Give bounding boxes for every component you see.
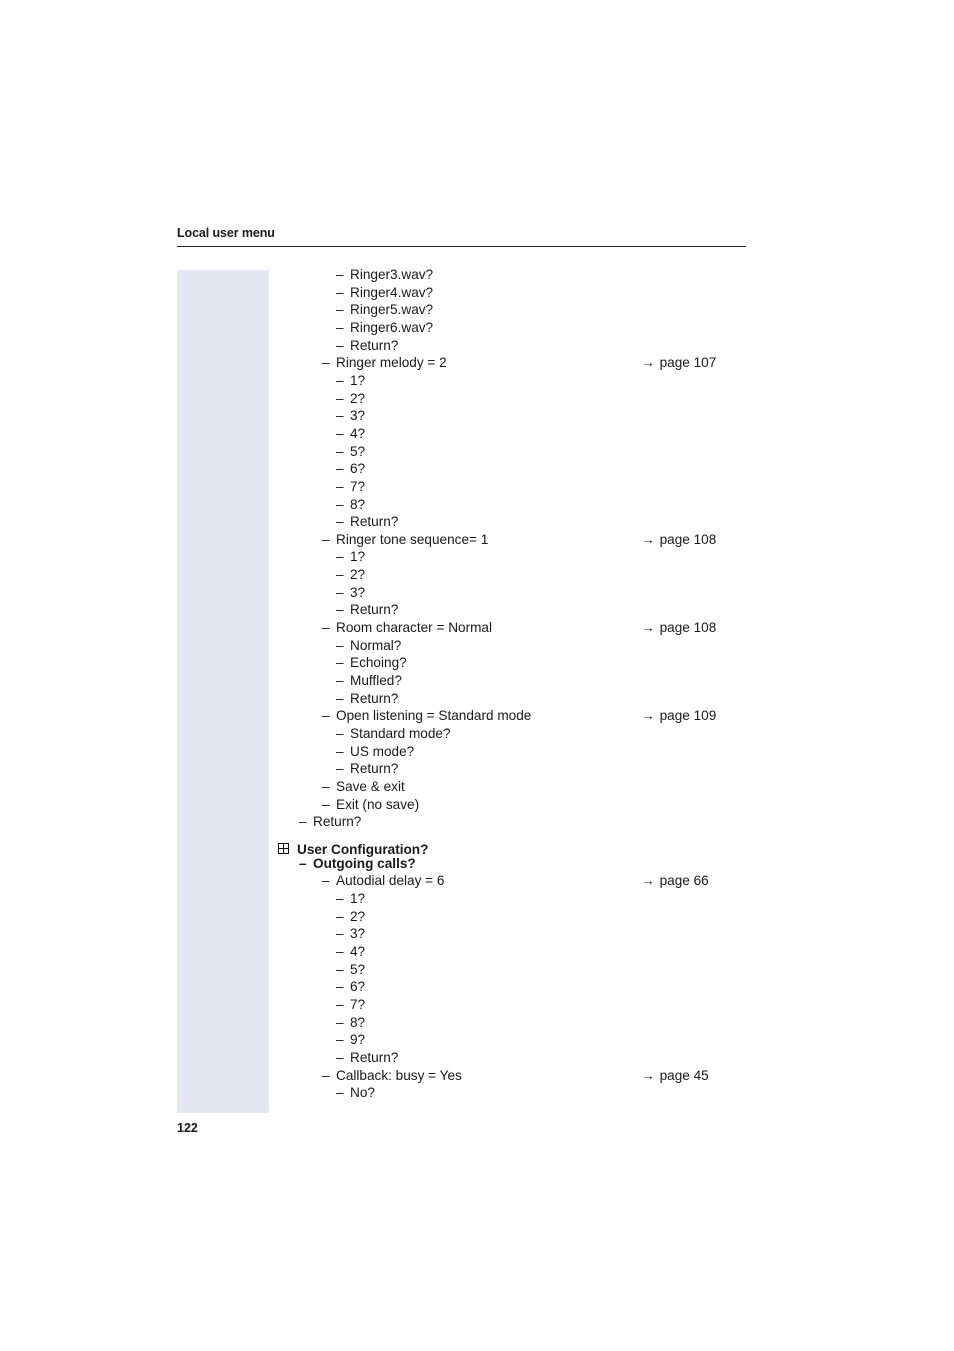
menu-item-label: 2?: [350, 390, 366, 406]
menu-item: [270, 796, 746, 814]
menu-item-label: Ringer melody = 2: [336, 355, 447, 371]
menu-item-label: 9?: [350, 1032, 366, 1048]
menu-item-label: Return?: [350, 690, 399, 706]
menu-item: [270, 1049, 746, 1067]
menu-item: [270, 690, 746, 708]
page-reference-label: page 109: [659, 708, 717, 724]
menu-item-label: 5?: [350, 443, 366, 459]
menu-item-label: 6?: [350, 979, 366, 995]
menu-item: [270, 425, 746, 443]
menu-item-label: No?: [350, 1085, 375, 1101]
menu-item-dash: –: [336, 690, 344, 706]
menu-item-label: US mode?: [350, 743, 415, 759]
menu-item: [270, 996, 746, 1014]
menu-item-dash: –: [336, 549, 344, 565]
page-number: 122: [177, 1121, 198, 1135]
page-reference-label: page 108: [659, 531, 717, 547]
menu-item-dash: –: [322, 620, 330, 635]
menu-item-dash: –: [322, 531, 330, 547]
menu-item: [270, 337, 746, 355]
menu-item: [270, 978, 746, 996]
menu-item-label: Room character = Normal: [336, 620, 493, 635]
menu-item-dash: –: [336, 961, 344, 977]
menu-item: [270, 266, 746, 284]
menu-item-label: Return?: [350, 1049, 399, 1065]
menu-item-dash: –: [336, 425, 344, 441]
menu-item: [270, 637, 746, 655]
menu-item-dash: –: [322, 355, 330, 371]
menu-item-label: 7?: [350, 997, 366, 1012]
menu-item: [270, 513, 746, 531]
menu-item-dash: –: [336, 602, 344, 618]
menu-item-dash: –: [322, 778, 330, 794]
menu-item: [270, 760, 746, 778]
menu-item: [270, 443, 746, 461]
menu-item-label: User Configuration?: [297, 841, 429, 857]
menu-item: [270, 619, 746, 637]
menu-item: [270, 284, 746, 302]
menu-item-dash: –: [336, 891, 344, 907]
menu-item: [270, 390, 746, 408]
menu-item-dash: –: [336, 944, 344, 959]
menu-item-dash: –: [336, 655, 344, 671]
menu-item: [270, 354, 746, 372]
menu-item-label: 3?: [350, 926, 366, 942]
menu-item-label: 1?: [350, 372, 366, 388]
menu-item-label: Autodial delay = 6: [336, 873, 445, 889]
menu-item: [270, 1031, 746, 1049]
menu-item-dash: –: [336, 1032, 344, 1048]
menu-item-dash: –: [336, 337, 344, 353]
arrow-right-icon: →: [641, 620, 655, 635]
menu-item-label: Return?: [350, 602, 399, 618]
menu-item: [270, 531, 746, 549]
menu-item-dash: –: [336, 390, 344, 406]
page-reference-link[interactable]: [641, 531, 716, 549]
menu-item-dash: –: [336, 302, 344, 318]
header-title: Local user menu: [177, 226, 275, 240]
page-reference-link[interactable]: [641, 707, 716, 725]
menu-item-label: Ringer3.wav?: [350, 267, 434, 282]
menu-item: [270, 1084, 746, 1102]
menu-item-label: 8?: [350, 1014, 366, 1030]
arrow-right-icon: →: [641, 1067, 655, 1083]
menu-item-label: Ringer6.wav?: [350, 319, 434, 335]
menu-item: [270, 961, 746, 979]
page-reference-label: page 108: [659, 620, 717, 635]
menu-item-dash: –: [336, 997, 344, 1012]
menu-item-label: Return?: [350, 761, 399, 777]
arrow-right-icon: →: [641, 355, 655, 371]
menu-item-dash: –: [336, 461, 344, 477]
menu-item-label: Open listening = Standard mode: [336, 708, 532, 724]
menu-item-dash: –: [336, 584, 344, 600]
menu-item: [270, 372, 746, 390]
menu-item-label: 7?: [350, 478, 366, 494]
menu-item: [270, 460, 746, 478]
menu-item: [270, 890, 746, 908]
menu-item-label: 1?: [350, 891, 366, 907]
menu-item-label: Return?: [313, 814, 362, 830]
menu-item: [270, 778, 746, 796]
menu-item: [270, 943, 746, 961]
menu-item-label: 2?: [350, 908, 366, 924]
menu-item-label: 5?: [350, 961, 366, 977]
menu-item: [270, 872, 746, 890]
menu-item: [270, 908, 746, 926]
menu-item: [270, 672, 746, 690]
arrow-right-icon: →: [641, 708, 655, 724]
menu-item: [270, 407, 746, 425]
menu-item-dash: –: [336, 908, 344, 924]
menu-item-label: Save & exit: [336, 778, 405, 794]
menu-item-dash: –: [299, 855, 307, 871]
menu-item: [270, 654, 746, 672]
menu-item-label: Ringer5.wav?: [350, 302, 434, 318]
menu-item-label: Outgoing calls?: [313, 855, 416, 871]
menu-item: [270, 925, 746, 943]
menu-item-label: Return?: [350, 514, 399, 530]
menu-item-dash: –: [322, 873, 330, 889]
arrow-right-icon: →: [641, 531, 655, 547]
menu-item: [270, 301, 746, 319]
menu-item-label: 1?: [350, 549, 366, 565]
menu-item-dash: –: [299, 814, 307, 830]
menu-item-dash: –: [322, 796, 330, 812]
menu-item: [270, 319, 746, 337]
menu-item-dash: –: [336, 408, 344, 424]
menu-item-label: Callback: busy = Yes: [336, 1067, 462, 1083]
menu-item-label: 6?: [350, 461, 366, 477]
page-reference-link[interactable]: [641, 354, 716, 372]
menu-item-dash: –: [336, 761, 344, 777]
menu-item-dash: –: [336, 1085, 344, 1101]
menu-item-dash: –: [336, 1014, 344, 1030]
menu-item-dash: –: [336, 743, 344, 759]
menu-item: [270, 1067, 746, 1085]
menu-item-label: Exit (no save): [336, 796, 420, 812]
page-reference-link[interactable]: [641, 619, 716, 637]
menu-item-dash: –: [336, 267, 344, 282]
menu-item-dash: –: [336, 443, 344, 459]
menu-item-label: Ringer4.wav?: [350, 284, 434, 300]
menu-item: [270, 496, 746, 514]
page-reference-link[interactable]: [641, 1067, 709, 1085]
menu-item-label: Echoing?: [350, 655, 407, 671]
menu-item-label: 3?: [350, 408, 366, 424]
menu-item: [270, 601, 746, 619]
menu-item-label: 8?: [350, 496, 366, 512]
arrow-right-icon: →: [641, 873, 655, 889]
menu-item-label: Muffled?: [350, 672, 402, 688]
menu-item: [270, 725, 746, 743]
menu-item: [270, 813, 746, 831]
menu-item-label: 3?: [350, 584, 366, 600]
menu-item: [270, 478, 746, 496]
menu-item-label: 2?: [350, 567, 366, 583]
menu-item-dash: –: [336, 637, 344, 653]
menu-item-dash: –: [336, 514, 344, 530]
page-reference-label: page 107: [659, 355, 717, 371]
menu-item: [270, 707, 746, 725]
menu-item-label: 4?: [350, 944, 366, 959]
page-reference-label: page 45: [659, 1067, 709, 1083]
sidebar-panel: [177, 270, 269, 1113]
menu-item-label: Return?: [350, 337, 399, 353]
menu-item-dash: –: [336, 372, 344, 388]
menu-item-label: Ringer tone sequence= 1: [336, 531, 489, 547]
menu-item-dash: –: [322, 708, 330, 724]
menu-item: [270, 855, 746, 873]
menu-item-label: 4?: [350, 425, 366, 441]
menu-item-dash: –: [336, 478, 344, 494]
menu-item-dash: –: [322, 1067, 330, 1083]
header-rule: [177, 246, 746, 247]
menu-item-dash: –: [336, 1049, 344, 1065]
menu-item-dash: –: [336, 319, 344, 335]
menu-item-dash: –: [336, 926, 344, 942]
menu-item-label: Standard mode?: [350, 725, 451, 741]
plus-box-icon: [278, 843, 289, 854]
menu-item-label: Normal?: [350, 637, 402, 653]
menu-item: [270, 566, 746, 584]
menu-item-dash: –: [336, 979, 344, 995]
menu-item-dash: –: [336, 567, 344, 583]
menu-item: [270, 1014, 746, 1032]
menu-item: [270, 584, 746, 602]
menu-item: [270, 743, 746, 761]
menu-item: [270, 548, 746, 566]
menu-item-dash: –: [336, 284, 344, 300]
menu-item-dash: –: [336, 725, 344, 741]
menu-item-dash: –: [336, 672, 344, 688]
page-reference-link[interactable]: [641, 872, 709, 890]
menu-item-dash: –: [336, 496, 344, 512]
page-reference-label: page 66: [659, 873, 709, 889]
